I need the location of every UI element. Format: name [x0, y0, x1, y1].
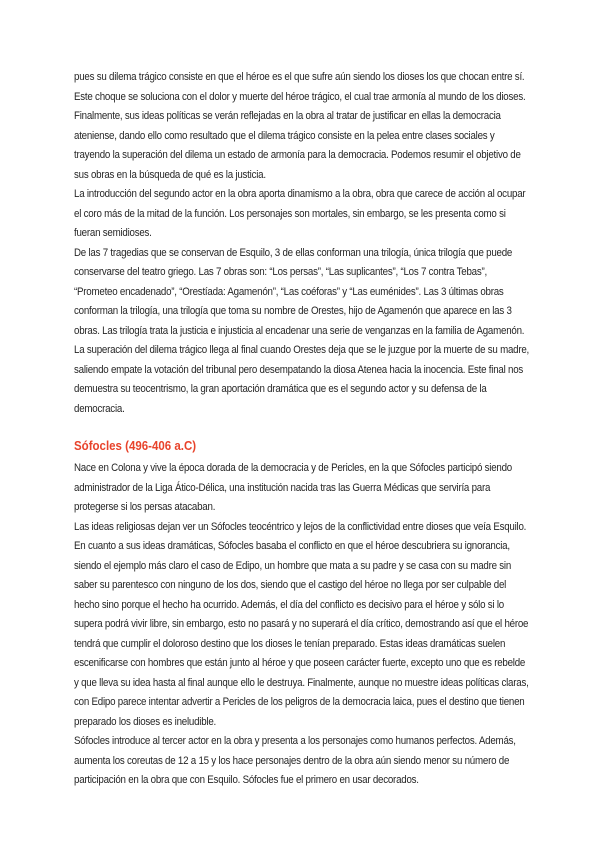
- section-heading-sofocles: Sófocles (496-406 a.C): [74, 439, 197, 453]
- paragraph-tragedias-esquilo: De las 7 tragedias que se conservan de Esquilo, 3 de ellas conforman una trilogía, única trilogía que puede conservarse del teatro griego. Las 7 obras son: “Los persas”, “Las suplicantes”, “Los 7 contra Tebas”, “Prometeo encadenado”, “Orestíada: Agamenón”, “Las coéforas” y “Las euménides”. Las 3 últimas obras conforman la trilogía, una trilogía que toma su nombre de Orestes, hijo de Agamenón que aparece en las 3 obras. Las trilogía trata la justicia e injusticia al encadenar una serie de venganzas en la familia de Agamenón. La superación del dilema trágico llega al final cuando Orestes deja que se le juzgue por la muerte de su madre, saliendo empate la votación del tribunal pero desempatando la diosa Atenea hacia la inocencia. Este final nos demuestra su teocentrismo, la gran aportación dramática que es el segundo actor y su defensa de la democracia.: [74, 246, 530, 415]
- esquilo-section-continuation: [74, 68, 530, 419]
- paragraph-ideas-religiosas: Las ideas religiosas dejan ver un Sófocles teocéntrico y lejos de la conflictividad entre dioses que veía Esquilo. En cuanto a sus ideas dramáticas, Sófocles basaba el conflicto en que el héroe descubriera su ignorancia, siendo el ejemplo más claro el caso de Edipo, un hombre que mata a su padre y se casa con su madre sin saber su parentesco con ninguno de los dos, siendo que el castigo del héroe no llega por ser culpable del hecho sino porque el hecho ha ocurrido. Además, el día del conflicto es decisivo para el héroe y sólo si lo supera podrá vivir libre, sin embargo, esto no pasará y no superará el día crítico, demostrando así que el héroe tendrá que cumplir el doloroso destino que los dioses le tenían preparado. Estas ideas dramáticas suelen escenificarse con hombres que están junto al héroe y que poseen carácter fuerte, excepto uno que es rebelde y que lleva su idea hasta al final aunque ello le destruya. Finalmente, aunque no muestre ideas políticas claras, con Edipo parece intentar advertir a Pericles de los peligros de la democracia laica, pues el destino que tienen preparado los dioses es ineludible.: [74, 520, 529, 728]
- document-page: [74, 68, 530, 791]
- paragraph-ideas-politicas: Finalmente, sus ideas políticas se verán reflejadas en la obra al tratar de justificar en ellas la democracia ateniense, dando ello como resultado que el dilema trágico consiste en la pelea entre clases sociales y trayendo la superación del dilema un estado de armonía para la democracia. Podemos resumir el objetivo de sus obras en la búsqueda de qué es la justicia.: [74, 110, 521, 181]
- paragraph-segundo-actor: La introducción del segundo actor en la obra aporta dinamismo a la obra, obra que carece de acción al ocupar el coro más de la mitad de la función. Los personajes son mortales, sin embargo, se les presenta como si fueran semidioses.: [74, 188, 526, 239]
- paragraph-tercer-actor: Sófocles introduce al tercer actor en la obra y presenta a los personajes como humanos perfectos. Además, aumenta los coreutas de 12 a 15 y los hace personajes dentro de la obra aún siendo menor su número de participación en la obra que con Esquilo. Sófocles fue el primero en usar decorados.: [74, 735, 516, 786]
- paragraph-nacimiento-sofocles: Nace en Colona y vive la época dorada de la democracia y de Pericles, en la que Sófocles participó siendo administrador de la Liga Ático-Délica, una institución nacida tras las Guerra Médicas que serviría para protegerse si los persas atacaban.: [74, 462, 512, 513]
- paragraph-dilema-tragico: pues su dilema trágico consiste en que el héroe es el que sufre aún siendo los dioses los que chocan entre sí. Este choque se soluciona con el dolor y muerte del héroe trágico, el cual trae armonía al mundo de los dioses.: [74, 71, 526, 103]
- sofocles-section: [74, 459, 530, 791]
